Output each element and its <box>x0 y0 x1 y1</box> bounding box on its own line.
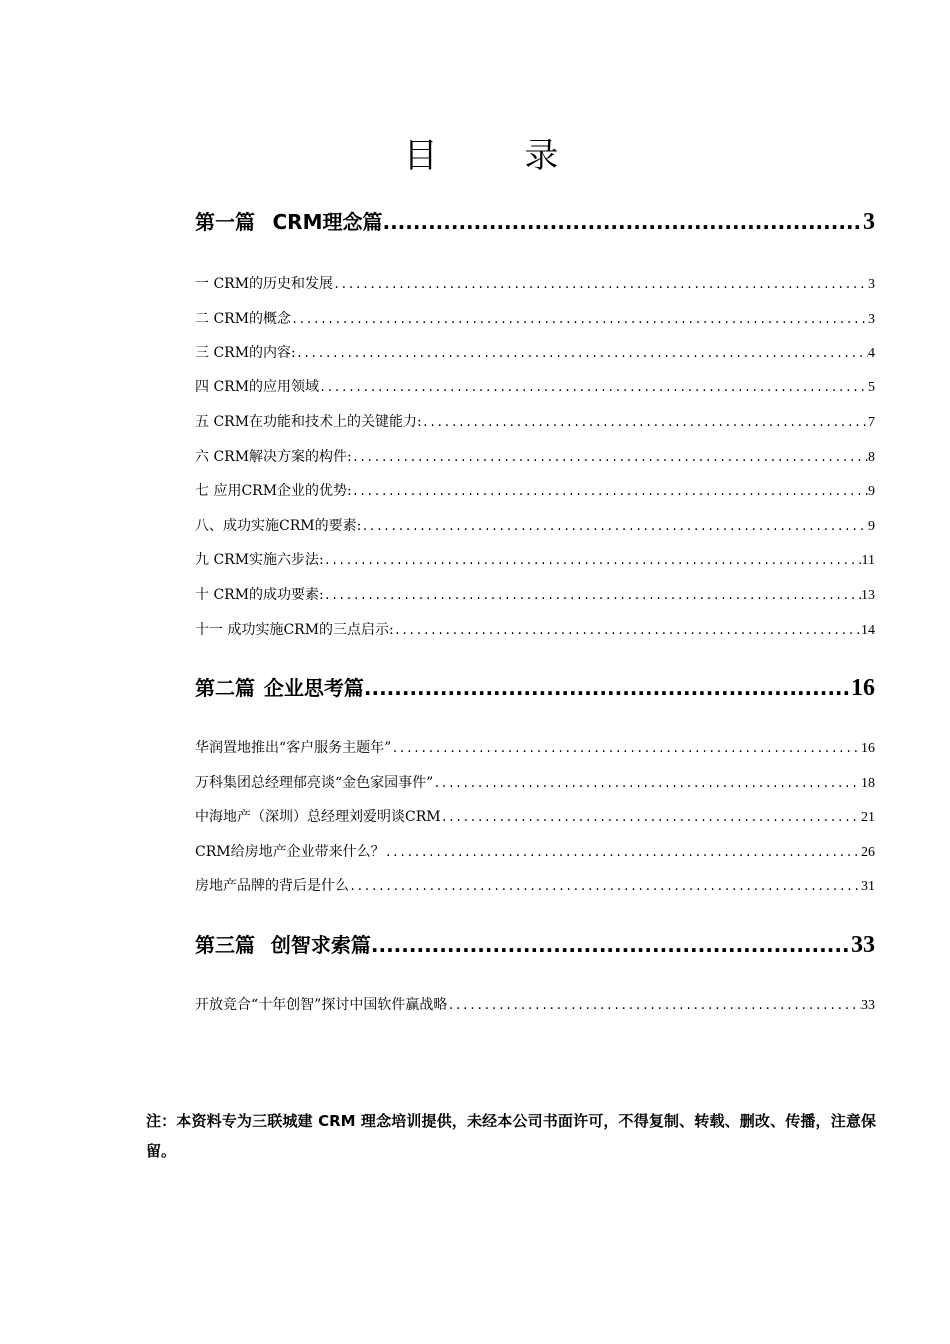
toc-entry[interactable] <box>195 446 875 466</box>
entry-page-number: 3 <box>868 312 875 327</box>
dot-leader <box>352 485 868 499</box>
entry-title: 六 CRM解决方案的构件: <box>195 449 352 465</box>
toc-entry[interactable] <box>195 584 875 604</box>
dot-leader <box>394 624 861 638</box>
toc-entry[interactable] <box>195 875 875 895</box>
toc-part-2[interactable] <box>195 672 875 702</box>
entry-title: 九 CRM实施六步法: <box>195 552 324 568</box>
entry-title: 七 应用CRM企业的优势: <box>195 483 352 499</box>
entry-title: 八、成功实施CRM的要素: <box>195 518 362 534</box>
entry-title: 中海地产（深圳）总经理刘爱明谈CRM <box>195 809 441 825</box>
entry-page-number: 7 <box>868 415 875 430</box>
entry-title: 五 CRM在功能和技术上的关键能力: <box>195 414 422 430</box>
part-page-number: 33 <box>851 932 875 958</box>
entry-title: 万科集团总经理郁亮谈“金色家园事件” <box>195 775 434 791</box>
dot-leader <box>382 210 863 234</box>
entry-title: CRM给房地产企业带来什么？ <box>195 844 385 860</box>
dot-leader <box>441 811 861 825</box>
dot-leader <box>352 451 868 465</box>
dot-leader <box>385 846 861 860</box>
toc-entry[interactable] <box>195 806 875 826</box>
entry-title: 三 CRM的内容: <box>195 345 296 361</box>
toc-entry[interactable] <box>195 841 875 861</box>
entry-page-number: 11 <box>861 553 875 568</box>
dot-leader <box>391 742 861 756</box>
dot-leader <box>447 999 861 1013</box>
toc-entry[interactable] <box>195 549 875 569</box>
entry-title: 一 CRM的历史和发展 <box>195 276 334 292</box>
toc-entry[interactable] <box>195 308 875 328</box>
part-title: CRM理念篇 <box>272 210 383 234</box>
part-title: 创智求索篇 <box>270 933 371 957</box>
entry-title: 房地产品牌的背后是什么 <box>195 878 349 894</box>
part-page-number: 3 <box>863 209 875 235</box>
page-title: 目 录 <box>403 136 597 176</box>
entry-title: 十 CRM的成功要素: <box>195 587 324 603</box>
entry-page-number: 31 <box>861 879 875 894</box>
toc-entry[interactable] <box>195 994 875 1014</box>
entry-page-number: 8 <box>868 450 875 465</box>
entry-page-number: 16 <box>861 741 875 756</box>
copyright-note: 注：本资料专为三联城建 CRM 理念培训提供，未经本公司书面许可，不得复制、转载、删改、传播，注意保留。 <box>146 1112 876 1160</box>
dot-leader <box>319 381 868 395</box>
dot-leader <box>349 880 861 894</box>
part-number: 第二篇 <box>195 676 255 700</box>
entry-page-number: 5 <box>868 380 875 395</box>
dot-leader <box>291 313 868 327</box>
dot-leader <box>333 278 868 292</box>
dot-leader <box>361 520 868 534</box>
entry-page-number: 18 <box>861 776 875 791</box>
entry-title: 开放竞合“十年创智”探讨中国软件赢战略 <box>195 997 448 1013</box>
entry-title: 二 CRM的概念 <box>195 311 292 327</box>
entry-title: 十一 成功实施CRM的三点启示: <box>195 622 394 638</box>
entry-page-number: 21 <box>861 810 875 825</box>
dot-leader <box>371 933 851 957</box>
toc-entry[interactable] <box>195 376 875 396</box>
dot-leader <box>364 676 851 700</box>
toc-entry[interactable] <box>195 480 875 500</box>
toc-entry[interactable] <box>195 273 875 293</box>
entry-page-number: 14 <box>861 623 875 638</box>
toc-entry[interactable] <box>195 411 875 431</box>
toc-entry[interactable] <box>195 342 875 362</box>
dot-leader <box>433 777 861 791</box>
dot-leader <box>324 589 861 603</box>
entry-page-number: 3 <box>868 277 875 292</box>
dot-leader <box>324 554 862 568</box>
entry-page-number: 9 <box>868 519 875 534</box>
toc-entry[interactable] <box>195 737 875 757</box>
toc-part-3[interactable] <box>195 929 875 959</box>
entry-page-number: 4 <box>868 346 875 361</box>
entry-page-number: 26 <box>861 845 875 860</box>
dot-leader <box>296 347 868 361</box>
part-number: 第三篇 <box>195 933 255 957</box>
part-number: 第一篇 <box>195 210 255 234</box>
dot-leader <box>422 416 868 430</box>
toc-entry[interactable] <box>195 515 875 535</box>
entry-page-number: 13 <box>861 588 875 603</box>
toc-entry[interactable] <box>195 619 875 639</box>
part-title: 企业思考篇 <box>263 676 364 700</box>
part-page-number: 16 <box>851 675 875 701</box>
entry-title: 四 CRM的应用领域 <box>195 379 320 395</box>
toc-entry[interactable] <box>195 772 875 792</box>
entry-page-number: 33 <box>861 998 875 1013</box>
entry-page-number: 9 <box>868 484 875 499</box>
entry-title: 华润置地推出“客户服务主题年” <box>195 740 392 756</box>
toc-part-1[interactable] <box>195 206 875 236</box>
